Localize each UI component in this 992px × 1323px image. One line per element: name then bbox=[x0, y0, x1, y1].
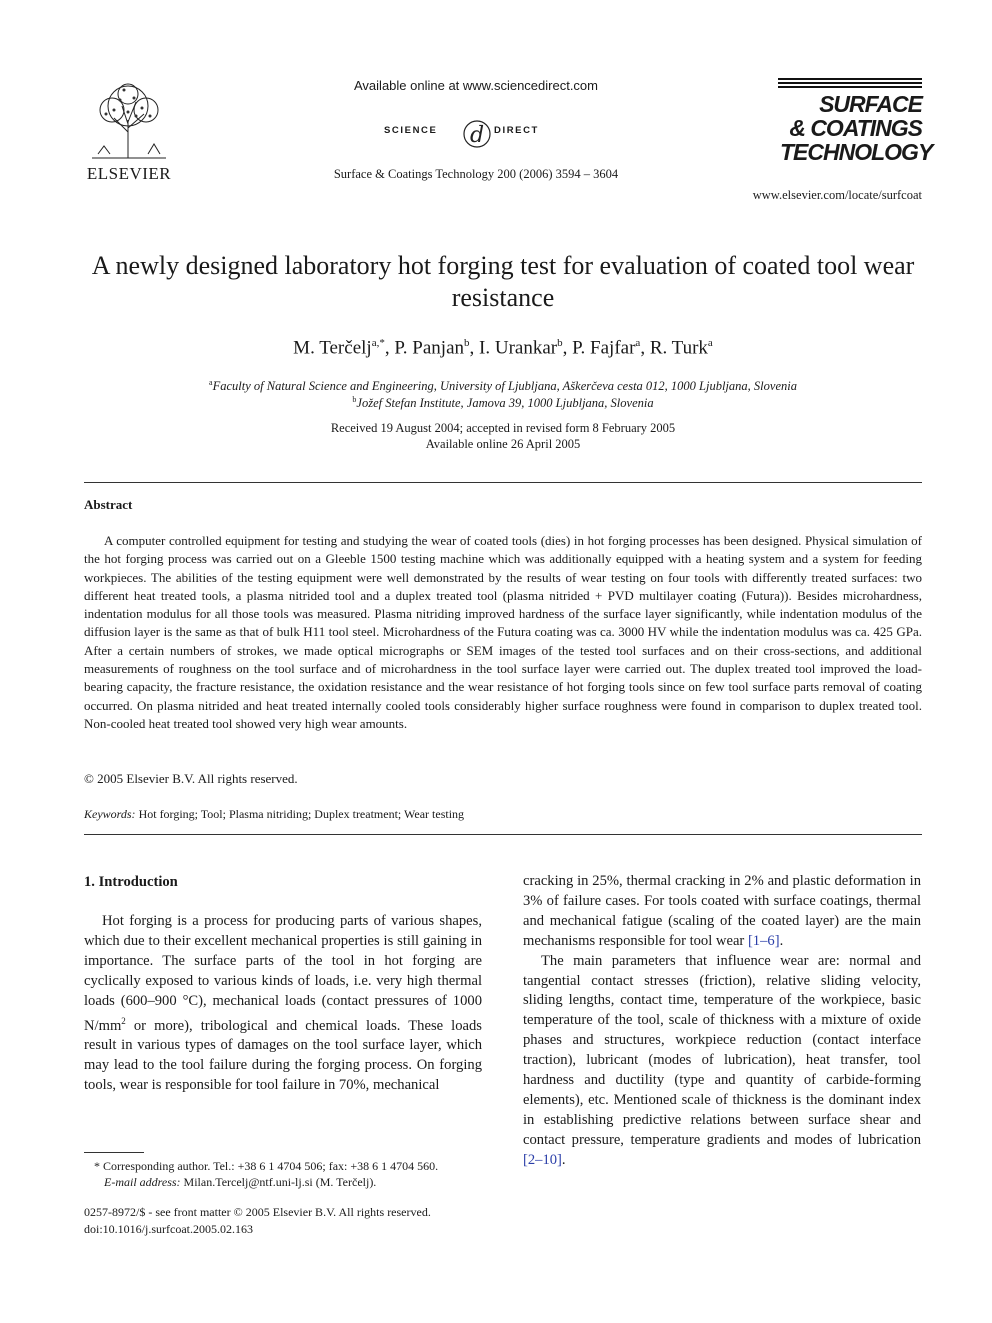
abstract-body: A computer controlled equipment for testing and studying the wear of coated tools (dies) in hot forging processes has been designed. Physical simulation of the hot forging process was carried out on a Gleeble 1500 testing machine which was additionally equipped with a heating system and a system for feeding workpieces. The abilities of the testing equipment were well demonstrated by the results of wear testing on four tools with differently treated surfaces: two different heat treated tools, a plasma nitrided tool and a duplex treated tool (plasma nitrided + PVD multilayer coating (Futura)). Besides microhardness, indentation modulus for all those tools was measured. Plasma nitriding improved hardness of the surface layer significantly, while indentation modulus of the diffusion layer is the same as that of bulk H11 tool steel. Microhardness of the Futura coating was ca. 3000 HV while the indentation modulus was ca. 425 GPa. After a certain numbers of strokes, we made optical micrographs or SEM images of the tested tool surfaces and on their cross-sections, and additional measurements of roughness on the tool surface and of microhardness in the tool surface layer were carried out. The duplex treated tool improved the load-bearing capacity, the fracture resistance, the oxidation resistance and the wear resistance of hot forging tools since on few tool surface parts removal of coating occurred. On plasma nitrided and heat treated internally cooled tools considerably higher surface roughness were found in comparison to duplex treated tool. Non-cooled heat treated tool showed very high wear amounts. bbox=[84, 533, 922, 731]
email-label: E-mail address: bbox=[104, 1175, 181, 1189]
column-right bbox=[523, 872, 921, 1171]
sciencedirect-logo bbox=[380, 112, 580, 156]
journal-url[interactable]: www.elsevier.com/locate/surfcoat bbox=[752, 188, 922, 202]
doi-line[interactable]: doi:10.1016/j.surfcoat.2005.02.163 bbox=[84, 1222, 253, 1236]
author-separator: , bbox=[469, 337, 480, 359]
paragraph-1-text-a: Hot forging is a process for producing parts of various shapes, which due to their excellent mechanical properties is still gaining in importance. The surface parts of the tool in hot forging are cyclically exposed to various kinds of loads, i.e. very high thermal loads (600–900 °C), mechanical loads (contact pressures of 1000 N/mm bbox=[84, 913, 482, 1034]
affiliation-text: Jožef Stefan Institute, Jamova 39, 1000 Ljubljana, Slovenia bbox=[356, 396, 654, 411]
footnote-line-1 bbox=[84, 1158, 484, 1174]
publisher-name: ELSEVIER bbox=[86, 164, 172, 183]
author-affiliation-mark: a bbox=[707, 337, 713, 349]
author-affiliation-mark: b bbox=[557, 337, 563, 349]
journal-logo-line-1: SURFACE bbox=[819, 91, 922, 117]
abstract-copyright: © 2005 Elsevier B.V. All rights reserved. bbox=[84, 771, 298, 786]
svg-text:d: d bbox=[470, 123, 485, 148]
author-list bbox=[70, 337, 936, 359]
journal-logo bbox=[778, 78, 933, 170]
paragraph-2-text: The main parameters that influence wear are: normal and tangential contact stresses (friction), relative sliding velocity, sliding lengths, contact time, temperature of the workpiece, basic temperature of the tool, scale of thickness with a mixture of oxide phases and structures, workpiece reduction (contact interface traction), lubricant (modes of lubrication), heat transfer, tool hardness and ductility (type and quantity of carbide-forming elements), etc. Mentioned scale of thickness is the dominant index in establishing predictive relations between surface shear and contact pressure, temperature gradients and modes of lubrication bbox=[523, 952, 921, 1148]
author-affiliation-mark: a,* bbox=[371, 337, 385, 349]
author-separator: , bbox=[562, 337, 573, 359]
affiliation-b bbox=[70, 395, 936, 411]
author-name: I. Urankar bbox=[479, 337, 558, 359]
paragraph-1-continued bbox=[523, 872, 921, 952]
footnote-line-2 bbox=[84, 1174, 484, 1190]
journal-logo-text bbox=[780, 91, 933, 165]
paragraph-2 bbox=[523, 952, 921, 1171]
article-title: A newly designed laboratory hot forging test for evaluation of coated tool wear resistance bbox=[91, 251, 915, 312]
elsevier-logo bbox=[80, 80, 178, 184]
paragraph-1-continued-text: cracking in 25%, thermal cracking in 2% and plastic deformation in 3% of failure cases. For tools coated with surface coatings, thermal and mechanical fatigue (scaling of the coated layer) are the main mechanisms responsible for tool wear bbox=[523, 873, 921, 949]
author-name: M. Terčelj bbox=[293, 337, 372, 359]
citation-link[interactable]: [1–6] bbox=[747, 932, 780, 949]
keywords bbox=[84, 807, 464, 822]
footnote-contact: Corresponding author. Tel.: +38 6 1 4704 506; fax: +38 6 1 4704 560. bbox=[103, 1159, 439, 1173]
sd-word-direct: DIRECT bbox=[494, 125, 539, 136]
author-name: P. Panjan bbox=[394, 337, 465, 359]
column-left bbox=[84, 912, 482, 1096]
elsevier-tree-emblem bbox=[84, 80, 174, 160]
front-matter-info bbox=[84, 1204, 504, 1238]
journal-logo-line-3: TECHNOLOGY bbox=[780, 139, 933, 165]
available-online-text: Available online at www.sciencedirect.com bbox=[354, 78, 598, 93]
author-affiliation-mark: a bbox=[635, 337, 641, 349]
footnote-rule bbox=[84, 1152, 144, 1153]
affiliation-a bbox=[70, 378, 936, 394]
email-address[interactable]: Milan.Tercelj@ntf.uni-lj.si (M. Terčelj). bbox=[183, 1175, 377, 1189]
issn-line: 0257-8972/$ - see front matter © 2005 Elsevier B.V. All rights reserved. bbox=[84, 1205, 431, 1219]
corresponding-author-footnote bbox=[84, 1158, 484, 1190]
abstract-heading: Abstract bbox=[84, 497, 133, 512]
paragraph-1-end: . bbox=[779, 932, 784, 949]
affiliation-mark: a bbox=[209, 378, 213, 387]
sd-word-science: SCIENCE bbox=[384, 125, 438, 136]
affiliation-text: Faculty of Natural Science and Engineering, University of Ljubljana, Aškerčeva cesta 012, 1000 Ljubljana, Slovenia bbox=[212, 379, 797, 394]
affiliation-mark: b bbox=[352, 395, 357, 404]
divider-top bbox=[84, 482, 922, 483]
journal-logo-line-2: & COATINGS bbox=[789, 115, 922, 141]
citation-link[interactable]: [2–10] bbox=[523, 1151, 562, 1168]
sd-emblem-icon bbox=[462, 112, 492, 152]
section-heading: 1. Introduction bbox=[84, 874, 178, 890]
author-name: R. Turk bbox=[649, 337, 708, 359]
journal-logo-top-rules bbox=[778, 78, 922, 92]
paragraph-1 bbox=[84, 912, 482, 1096]
journal-reference: Surface & Coatings Technology 200 (2006) 3594 – 3604 bbox=[333, 167, 619, 181]
author-separator: , bbox=[640, 337, 650, 359]
footnote-mark: * bbox=[94, 1159, 100, 1173]
paragraph-2-end: . bbox=[561, 1151, 566, 1168]
author-affiliation-mark: b bbox=[464, 337, 470, 349]
received-dates: Received 19 August 2004; accepted in revised form 8 February 2005 bbox=[330, 421, 676, 435]
keywords-text: Hot forging; Tool; Plasma nitriding; Duplex treatment; Wear testing bbox=[138, 807, 465, 821]
available-online-date: Available online 26 April 2005 bbox=[425, 437, 581, 451]
author-separator: , bbox=[384, 337, 395, 359]
paragraph-1-text-b: or more), tribological and chemical loads. These loads result in various types of damages on the tool surface layer, which may lead to the tool failure during the forging process. On forging tools, wear is responsible for tool failure in 70%, mechanical bbox=[84, 1017, 482, 1094]
author-name: P. Fajfar bbox=[572, 337, 636, 359]
keywords-label: Keywords: bbox=[84, 807, 136, 821]
superscript: 2 bbox=[121, 1015, 126, 1026]
divider-bottom bbox=[84, 834, 922, 835]
